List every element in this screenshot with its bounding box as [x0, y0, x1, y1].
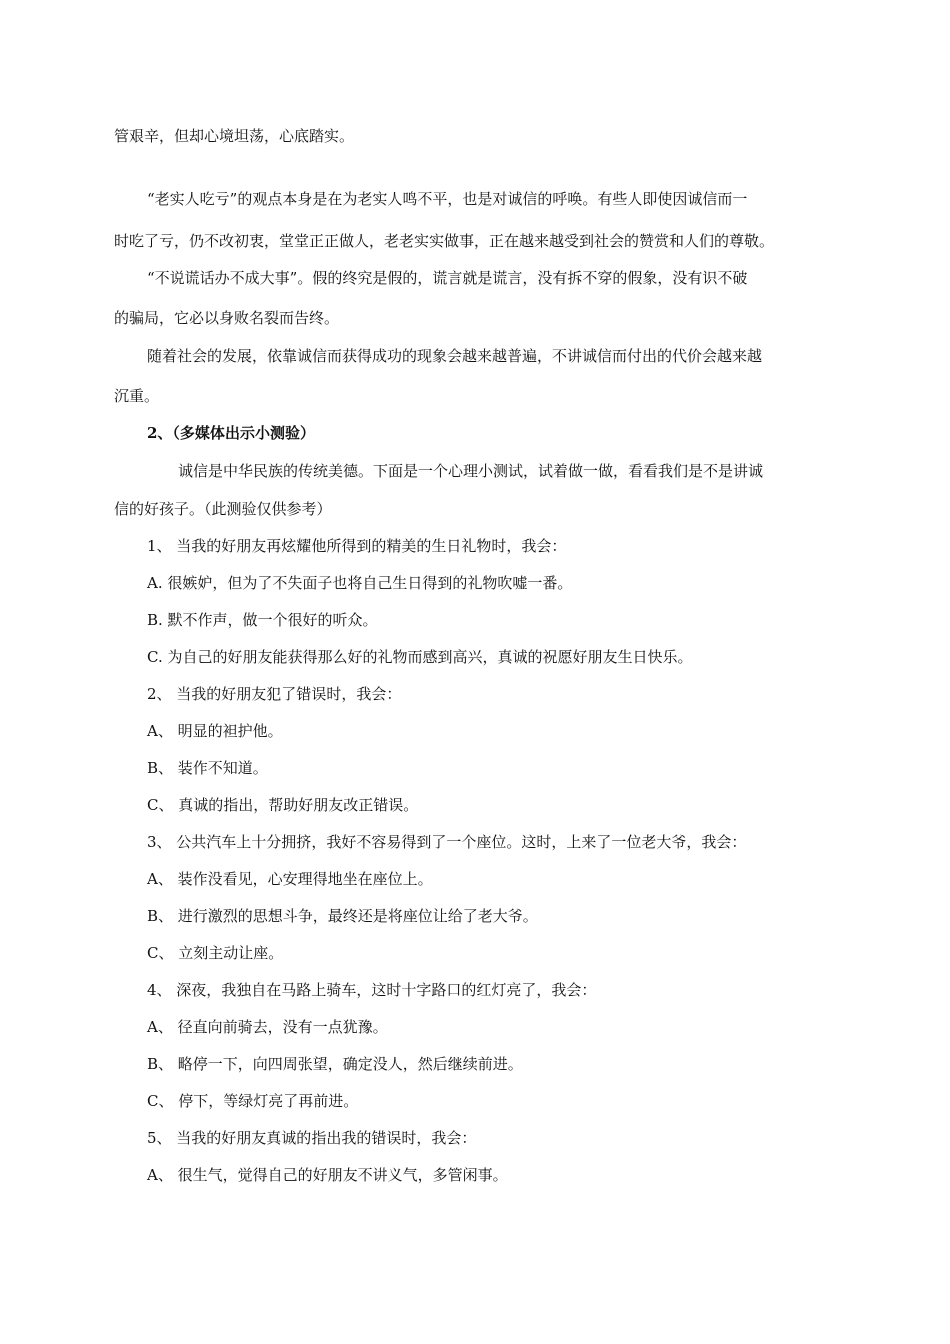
section-heading: 2、（多媒体出示小测验）	[147, 424, 315, 442]
quiz-option: C、 立刻主动让座。	[147, 944, 284, 962]
paragraph-line: 的骗局，它必以身败名裂而告终。	[114, 309, 340, 327]
quiz-option: A、 装作没看见，心安理得地坐在座位上。	[147, 870, 433, 888]
paragraph-line: 时吃了亏，仍不改初衷，堂堂正正做人，老老实实做事，正在越来越受到社会的赞赏和人们的尊敬。	[114, 232, 775, 250]
paragraph-line: 诚信是中华民族的传统美德。下面是一个心理小测试，试着做一做，看看我们是不是讲诚	[178, 462, 764, 480]
quiz-question: 1、 当我的好朋友再炫耀他所得到的精美的生日礼物时，我会：	[147, 537, 567, 555]
paragraph-line: 管艰辛，但却心境坦荡，心底踏实。	[114, 127, 355, 145]
quiz-question: 4、 深夜，我独自在马路上骑车，这时十字路口的红灯亮了，我会：	[147, 981, 597, 999]
paragraph-line: “不说谎话办不成大事”。假的终究是假的，谎言就是谎言，没有拆不穿的假象，没有识不破	[147, 269, 748, 287]
quiz-option: B. 默不作声，做一个很好的听众。	[147, 611, 378, 629]
quiz-option: A、 径直向前骑去，没有一点犹豫。	[147, 1018, 388, 1036]
quiz-question: 2、 当我的好朋友犯了错误时，我会：	[147, 685, 402, 703]
quiz-option: A、 明显的袒护他。	[147, 722, 283, 740]
quiz-option: C、 停下，等绿灯亮了再前进。	[147, 1092, 359, 1110]
quiz-option: C、 真诚的指出，帮助好朋友改正错误。	[147, 796, 419, 814]
quiz-question: 3、 公共汽车上十分拥挤，我好不容易得到了一个座位。这时，上来了一位老大爷，我会：	[147, 833, 747, 851]
quiz-option: B、 进行激烈的思想斗争，最终还是将座位让给了老大爷。	[147, 907, 538, 925]
paragraph-line: 随着社会的发展，依靠诚信而获得成功的现象会越来越普遍，不讲诚信而付出的代价会越来越	[147, 347, 763, 365]
quiz-option: C. 为自己的好朋友能获得那么好的礼物而感到高兴，真诚的祝愿好朋友生日快乐。	[147, 648, 693, 666]
paragraph-line: 沉重。	[114, 387, 160, 405]
paragraph-line: 信的好孩子。（此测验仅供参考）	[114, 500, 332, 518]
quiz-question: 5、 当我的好朋友真诚的指出我的错误时，我会：	[147, 1129, 477, 1147]
paragraph-line: “老实人吃亏”的观点本身是在为老实人鸣不平，也是对诚信的呼唤。有些人即使因诚信而一	[147, 190, 748, 208]
quiz-option: B、 装作不知道。	[147, 759, 268, 777]
quiz-option: A、 很生气，觉得自己的好朋友不讲义气，多管闲事。	[147, 1166, 508, 1184]
quiz-option: B、 略停一下，向四周张望，确定没人，然后继续前进。	[147, 1055, 523, 1073]
quiz-option: A. 很嫉妒，但为了不失面子也将自己生日得到的礼物吹嘘一番。	[147, 574, 573, 592]
